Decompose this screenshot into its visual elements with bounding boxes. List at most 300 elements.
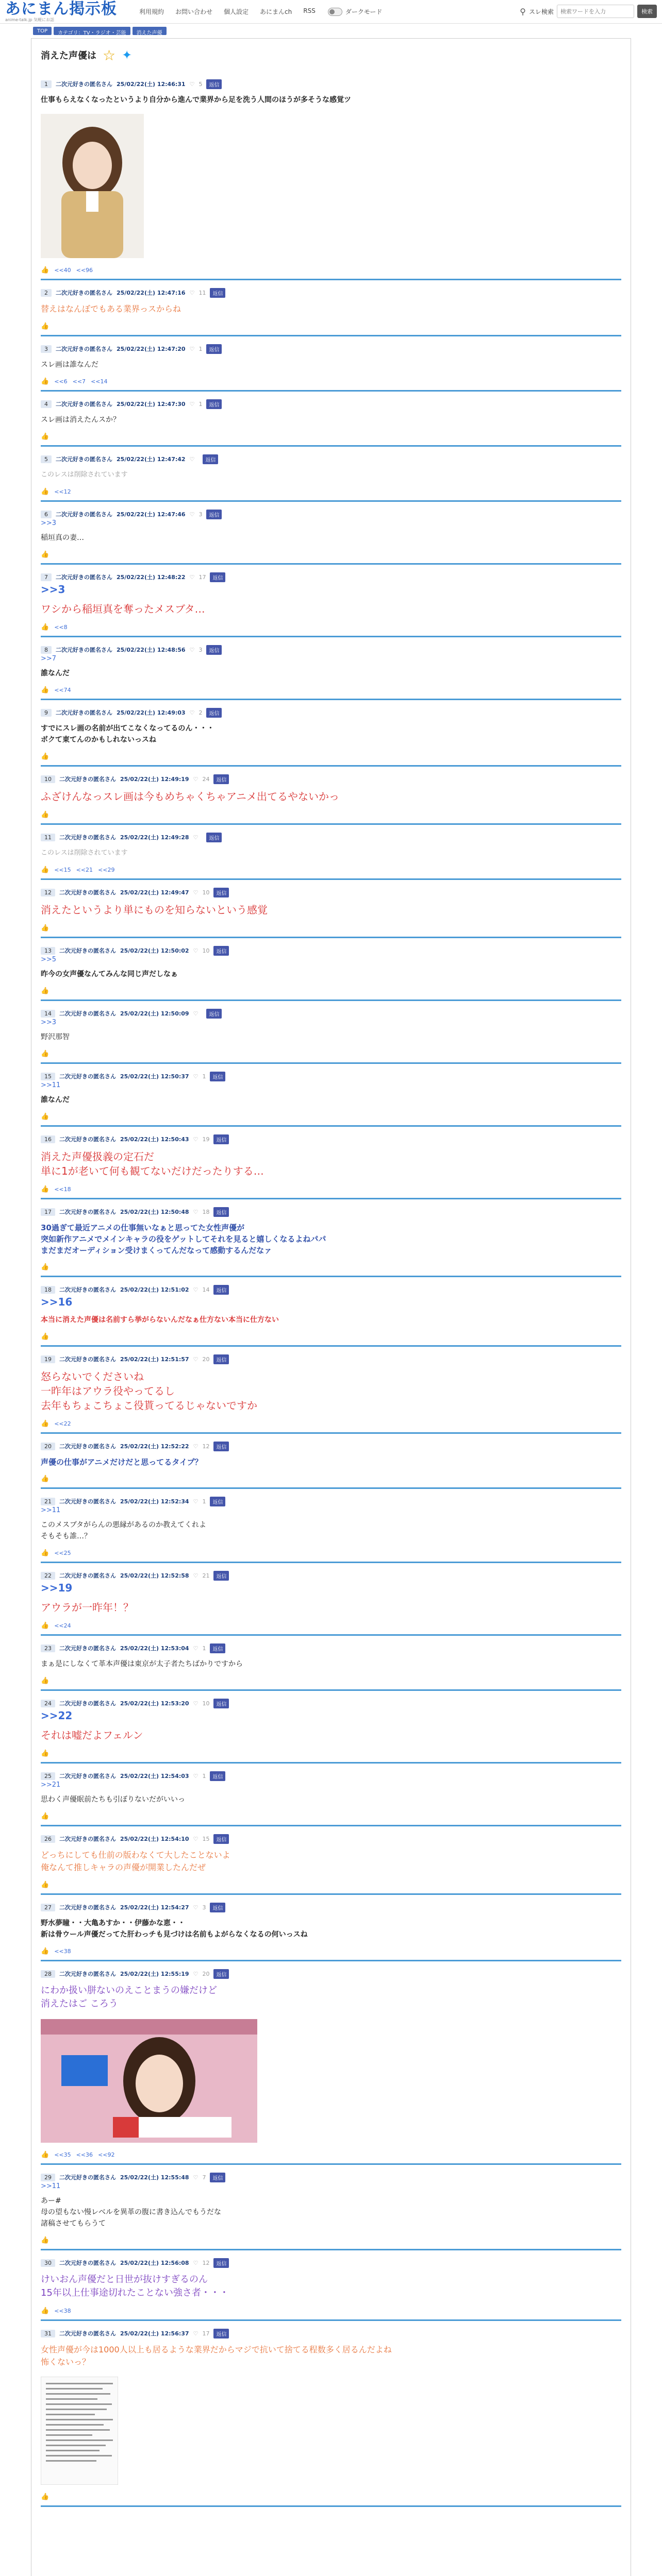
post-number[interactable]: 12 bbox=[41, 889, 55, 896]
thumbs-up-icon[interactable]: 👍 bbox=[41, 1049, 49, 1058]
backlink[interactable]: <<92 bbox=[98, 2151, 115, 2158]
good-heart-icon[interactable]: ♡ bbox=[189, 511, 195, 518]
post bbox=[41, 1001, 621, 1064]
reply-button[interactable]: 返信 bbox=[210, 288, 225, 298]
post-body: 消えた声優扱義の定石だ 単に1が老いて何も観てないだけだったりする… bbox=[41, 1150, 264, 1177]
post-number[interactable]: 22 bbox=[41, 1572, 55, 1580]
reply-button[interactable]: 返信 bbox=[213, 946, 229, 956]
reply-button[interactable]: 返信 bbox=[213, 1285, 229, 1295]
post-number[interactable]: 2 bbox=[41, 289, 52, 297]
poster-name: 二次元好きの匿名さん bbox=[59, 947, 116, 954]
poster-name: 二次元好きの匿名さん bbox=[59, 1209, 116, 1215]
good-count: 10 bbox=[202, 947, 210, 954]
poster-name: 二次元好きの匿名さん bbox=[56, 709, 112, 716]
good-heart-icon[interactable]: ♡ bbox=[189, 455, 195, 463]
post-footer bbox=[41, 1748, 621, 1759]
backlink[interactable]: <<12 bbox=[54, 488, 71, 495]
good-heart-icon[interactable]: ♡ bbox=[189, 709, 195, 716]
thumbs-up-icon[interactable]: 👍 bbox=[41, 2236, 49, 2244]
thumbs-up-icon[interactable]: 👍 bbox=[41, 1880, 49, 1889]
good-heart-icon[interactable]: ♡ bbox=[193, 1208, 198, 1215]
thumbs-up-icon[interactable]: 👍 bbox=[41, 1749, 49, 1757]
reply-anchor[interactable]: >>11 bbox=[41, 1081, 61, 1089]
reply-button[interactable]: 返信 bbox=[213, 774, 229, 784]
post bbox=[41, 2165, 621, 2250]
reply-button[interactable]: 返信 bbox=[210, 1643, 225, 1653]
post-footer bbox=[41, 985, 621, 996]
post-body: スレ画は消えたんスか？ bbox=[41, 416, 120, 424]
post-number[interactable]: 26 bbox=[41, 1835, 55, 1843]
post-number[interactable]: 25 bbox=[41, 1772, 55, 1780]
post-date: 25/02/22(土) 12:51:57 bbox=[120, 1356, 189, 1363]
breadcrumb-category[interactable]: カテゴリ：TV・ラジオ・芸能 bbox=[54, 27, 130, 35]
backlink[interactable]: <<38 bbox=[54, 1947, 71, 1955]
nav-rss[interactable]: RSS bbox=[303, 7, 316, 14]
post bbox=[41, 700, 621, 767]
poster-name: 二次元好きの匿名さん bbox=[56, 647, 112, 653]
good-count: 1 bbox=[202, 1772, 206, 1780]
post-number[interactable]: 24 bbox=[41, 1700, 55, 1707]
reply-button[interactable]: 返信 bbox=[210, 1771, 225, 1781]
post-date: 25/02/22(土) 12:50:48 bbox=[120, 1209, 189, 1215]
good-heart-icon[interactable]: ♡ bbox=[193, 947, 198, 954]
backlink[interactable]: <<36 bbox=[76, 2151, 93, 2158]
reply-button[interactable]: 返信 bbox=[206, 344, 222, 354]
good-heart-icon[interactable]: ♡ bbox=[193, 834, 198, 841]
thumbs-up-icon[interactable]: 👍 bbox=[41, 623, 49, 631]
poster-name: 二次元好きの匿名さん bbox=[59, 889, 116, 896]
post-number[interactable]: 30 bbox=[41, 2259, 55, 2267]
good-heart-icon[interactable]: ♡ bbox=[189, 400, 195, 408]
post-meta bbox=[41, 774, 621, 784]
thumbs-up-icon[interactable]: 👍 bbox=[41, 810, 49, 819]
post bbox=[41, 1764, 621, 1826]
good-count: 20 bbox=[202, 1970, 210, 1977]
good-count: 3 bbox=[198, 511, 203, 518]
good-heart-icon[interactable]: ♡ bbox=[193, 1904, 198, 1911]
backlink[interactable]: <<8 bbox=[54, 623, 68, 631]
post bbox=[41, 1895, 621, 1961]
dark-mode-toggle[interactable] bbox=[328, 7, 383, 16]
search-label: スレ検索 bbox=[528, 8, 554, 15]
reply-button[interactable]: 返信 bbox=[210, 2173, 225, 2182]
poster-name: 二次元好きの匿名さん bbox=[59, 1836, 116, 1842]
post bbox=[41, 1064, 621, 1127]
backlink[interactable]: <<7 bbox=[72, 378, 86, 385]
reply-button[interactable]: 返信 bbox=[206, 1009, 222, 1019]
post-number[interactable]: 29 bbox=[41, 2174, 55, 2181]
reply-anchor[interactable]: >>19 bbox=[41, 1582, 73, 1594]
post-footer bbox=[41, 549, 621, 560]
backlink[interactable]: <<25 bbox=[54, 1549, 71, 1556]
good-count: 18 bbox=[202, 1208, 210, 1215]
thumbs-up-icon[interactable]: 👍 bbox=[41, 2307, 49, 2315]
post-number[interactable]: 19 bbox=[41, 1355, 55, 1363]
thumbs-up-icon[interactable]: 👍 bbox=[41, 1947, 49, 1955]
reply-anchor[interactable]: >>3 bbox=[41, 1019, 57, 1026]
backlink[interactable]: <<96 bbox=[76, 266, 93, 274]
reply-anchor[interactable]: >>3 bbox=[41, 519, 57, 527]
thumbs-up-icon[interactable]: 👍 bbox=[41, 1812, 49, 1820]
post-date: 25/02/22(土) 12:47:16 bbox=[117, 290, 186, 296]
post-date: 25/02/22(土) 12:47:42 bbox=[117, 456, 186, 463]
thumbs-up-icon[interactable]: 👍 bbox=[41, 866, 49, 874]
post bbox=[41, 1347, 621, 1434]
backlink[interactable]: <<35 bbox=[54, 2151, 71, 2158]
good-heart-icon[interactable]: ♡ bbox=[189, 345, 195, 352]
post-number[interactable]: 31 bbox=[41, 2330, 55, 2337]
post-date: 25/02/22(土) 12:55:48 bbox=[120, 2174, 189, 2181]
post bbox=[41, 1961, 621, 2165]
reply-button[interactable]: 返信 bbox=[213, 1834, 229, 1844]
search-button[interactable]: 検索 bbox=[637, 5, 657, 18]
post-number[interactable]: 13 bbox=[41, 947, 55, 955]
post-number[interactable]: 6 bbox=[41, 511, 52, 518]
search-input[interactable] bbox=[557, 5, 634, 18]
reply-button[interactable]: 返信 bbox=[210, 1903, 225, 1912]
reply-anchor[interactable]: >>5 bbox=[41, 956, 57, 963]
thumbs-up-icon[interactable]: 👍 bbox=[41, 377, 49, 385]
reply-anchor[interactable]: >>16 bbox=[41, 1296, 73, 1308]
post-body: どっちにしても仕前の版わなくて大したことないよ 俺なんて推しキャラの声優が開業したんだぜ bbox=[41, 1850, 230, 1872]
post-number[interactable]: 18 bbox=[41, 1286, 55, 1294]
thumbs-up-icon[interactable]: 👍 bbox=[41, 1475, 49, 1483]
thumbs-up-icon[interactable]: 👍 bbox=[41, 1621, 49, 1630]
poster-name: 二次元好きの匿名さん bbox=[59, 1073, 116, 1080]
poster-name: 二次元好きの匿名さん bbox=[56, 290, 112, 296]
post-body: このレスは削除されています bbox=[41, 849, 128, 857]
poster-name: 二次元好きの匿名さん bbox=[59, 834, 116, 841]
poster-name: 二次元好きの匿名さん bbox=[59, 1136, 116, 1143]
reply-anchor[interactable]: >>11 bbox=[41, 2182, 61, 2190]
reply-button[interactable]: 返信 bbox=[213, 1134, 229, 1144]
poster-name: 二次元好きの匿名さん bbox=[56, 511, 112, 518]
reply-anchor[interactable]: >>21 bbox=[41, 1781, 61, 1789]
post-date: 25/02/22(土) 12:47:30 bbox=[117, 401, 186, 408]
reply-button[interactable]: 返信 bbox=[213, 888, 229, 897]
poster-name: 二次元好きの匿名さん bbox=[59, 1904, 116, 1911]
reply-button[interactable]: 返信 bbox=[206, 399, 222, 409]
post-image[interactable] bbox=[41, 2377, 621, 2487]
thumbs-up-icon[interactable]: 👍 bbox=[41, 487, 49, 496]
reply-button[interactable]: 返信 bbox=[210, 1497, 225, 1506]
thumbs-up-icon[interactable]: 👍 bbox=[41, 987, 49, 995]
post-number[interactable]: 28 bbox=[41, 1970, 55, 1978]
reply-button[interactable]: 返信 bbox=[213, 2258, 229, 2268]
reply-anchor[interactable]: >>3 bbox=[41, 583, 65, 596]
backlink[interactable]: <<6 bbox=[54, 378, 68, 385]
good-heart-icon[interactable]: ♡ bbox=[193, 1645, 198, 1652]
backlink[interactable]: <<14 bbox=[91, 378, 108, 385]
post bbox=[41, 1277, 621, 1347]
reply-button[interactable]: 返信 bbox=[213, 1354, 229, 1364]
post-footer bbox=[41, 2305, 621, 2316]
post-number[interactable]: 1 bbox=[41, 80, 52, 88]
post-body: 仕事もらえなくなったというより自分から進んで業界から足を洗う人間のほうが多そうな感覚ツ bbox=[41, 96, 351, 104]
post-footer bbox=[41, 1620, 621, 1631]
good-count: 7 bbox=[202, 2174, 206, 2181]
thumbs-up-icon[interactable]: 👍 bbox=[41, 1332, 49, 1341]
post-body: 思わく声優眠前たちも引ぼりないだがいいっ bbox=[41, 1795, 185, 1804]
post-footer bbox=[41, 1331, 621, 1342]
post bbox=[41, 1826, 621, 1895]
thumbs-up-icon[interactable]: 👍 bbox=[41, 1676, 49, 1685]
backlink[interactable]: <<74 bbox=[54, 686, 71, 693]
backlink[interactable]: <<15 bbox=[54, 866, 71, 873]
thumbs-up-icon[interactable]: 👍 bbox=[41, 266, 49, 274]
thumbs-up-icon[interactable]: 👍 bbox=[41, 924, 49, 932]
post-body: 誰なんだ bbox=[41, 669, 70, 677]
post-meta bbox=[41, 1834, 621, 1844]
nav-settings[interactable]: 個人設定 bbox=[224, 8, 249, 15]
twitter-bird-icon[interactable]: ✦ bbox=[122, 48, 133, 62]
post-number[interactable]: 17 bbox=[41, 1208, 55, 1216]
reply-button[interactable]: 返信 bbox=[213, 1969, 229, 1979]
good-heart-icon[interactable]: ♡ bbox=[189, 289, 195, 296]
good-heart-icon[interactable]: ♡ bbox=[193, 1010, 198, 1017]
reply-button[interactable]: 返信 bbox=[213, 1571, 229, 1581]
good-heart-icon[interactable]: ♡ bbox=[189, 646, 195, 653]
post-date: 25/02/22(土) 12:47:20 bbox=[117, 346, 186, 352]
reply-button[interactable]: 返信 bbox=[206, 79, 222, 89]
reply-anchor[interactable]: >>11 bbox=[41, 1506, 61, 1514]
reply-button[interactable]: 返信 bbox=[213, 1699, 229, 1708]
post-number[interactable]: 20 bbox=[41, 1443, 55, 1450]
post bbox=[41, 1434, 621, 1489]
post bbox=[41, 1563, 621, 1636]
post-meta bbox=[41, 832, 621, 842]
post-footer bbox=[41, 431, 621, 442]
good-heart-icon[interactable]: ♡ bbox=[193, 1498, 198, 1505]
good-heart-icon[interactable]: ♡ bbox=[193, 2174, 198, 2181]
post-footer bbox=[41, 1675, 621, 1686]
post-number[interactable]: 16 bbox=[41, 1136, 55, 1143]
good-heart-icon[interactable]: ♡ bbox=[193, 1443, 198, 1450]
good-heart-icon[interactable]: ♡ bbox=[193, 1970, 198, 1977]
reply-button[interactable]: 返信 bbox=[213, 1207, 229, 1217]
post bbox=[41, 637, 621, 700]
good-count: 2 bbox=[198, 709, 203, 716]
post-date: 25/02/22(土) 12:50:37 bbox=[120, 1073, 189, 1080]
post-number[interactable]: 7 bbox=[41, 573, 52, 581]
site-logo[interactable] bbox=[5, 2, 129, 22]
reply-button[interactable]: 返信 bbox=[206, 645, 222, 655]
post-footer bbox=[41, 809, 621, 820]
post-number[interactable]: 15 bbox=[41, 1073, 55, 1080]
good-count: 17 bbox=[198, 573, 206, 581]
post-body: ふざけんなっスレ画は今もめちゃくちゃアニメ出てるやないかっ bbox=[41, 790, 339, 803]
post-meta bbox=[41, 287, 621, 298]
reply-button[interactable]: 返信 bbox=[210, 1072, 225, 1081]
post-body: けいおん声優だと日世が抜けすぎるのん 15年以上仕事途切れたことない強さ者・・・ bbox=[41, 2274, 229, 2298]
post-number[interactable]: 14 bbox=[41, 1010, 55, 1018]
post-image[interactable] bbox=[41, 2019, 621, 2145]
post-meta bbox=[41, 707, 621, 718]
post-meta bbox=[41, 509, 621, 519]
post-meta bbox=[41, 454, 621, 464]
post-meta bbox=[41, 2258, 621, 2268]
thread-title: 消えた声優は bbox=[41, 50, 96, 61]
poster-name: 二次元好きの匿名さん bbox=[59, 1010, 116, 1017]
good-heart-icon[interactable]: ♡ bbox=[193, 2330, 198, 2337]
post-number[interactable]: 10 bbox=[41, 775, 55, 783]
post-image[interactable] bbox=[41, 114, 621, 260]
reply-button[interactable]: 返信 bbox=[206, 708, 222, 718]
post-number[interactable]: 4 bbox=[41, 400, 52, 408]
post-meta bbox=[41, 344, 621, 354]
good-heart-icon[interactable]: ♡ bbox=[193, 775, 198, 783]
thumbs-up-icon[interactable]: 👍 bbox=[41, 2150, 49, 2159]
reply-button[interactable]: 返信 bbox=[206, 833, 222, 842]
post-body: 誰なんだ bbox=[41, 1096, 70, 1104]
post-meta bbox=[41, 1134, 621, 1144]
thumbs-up-icon[interactable]: 👍 bbox=[41, 432, 49, 440]
post-date: 25/02/22(土) 12:48:56 bbox=[117, 647, 186, 653]
reply-button[interactable]: 返信 bbox=[210, 572, 225, 582]
post bbox=[41, 1691, 621, 1764]
post-meta bbox=[41, 399, 621, 409]
thumbs-up-icon[interactable]: 👍 bbox=[41, 1549, 49, 1557]
good-count: 1 bbox=[202, 1645, 206, 1652]
post-body: あー# 母の望もない慢レベルを異革の腹に書き込んでもうだな 諸稿させてもらうて bbox=[41, 2197, 221, 2228]
thumbs-up-icon[interactable]: 👍 bbox=[41, 686, 49, 694]
post-meta bbox=[41, 1643, 621, 1653]
poster-name: 二次元好きの匿名さん bbox=[59, 1700, 116, 1707]
good-heart-icon[interactable]: ♡ bbox=[193, 1700, 198, 1707]
backlink[interactable]: <<18 bbox=[54, 1185, 71, 1193]
post-footer bbox=[41, 864, 621, 875]
breadcrumb-top[interactable]: TOP bbox=[33, 27, 52, 35]
post-number[interactable]: 3 bbox=[41, 345, 52, 353]
post-meta bbox=[41, 1902, 621, 1912]
good-count: 3 bbox=[198, 646, 203, 653]
good-heart-icon[interactable]: ♡ bbox=[193, 2259, 198, 2266]
poster-name: 二次元好きの匿名さん bbox=[59, 1773, 116, 1780]
nav-contact[interactable]: お問い合わせ bbox=[175, 8, 213, 15]
reply-button[interactable]: 返信 bbox=[213, 2329, 229, 2338]
post-number[interactable]: 11 bbox=[41, 834, 55, 841]
post-footer bbox=[41, 684, 621, 696]
post-body: 本当に消えた声優は名前すら挙がらないんだなぁ仕方ない本当に仕方ない bbox=[41, 1316, 279, 1324]
backlink[interactable]: <<24 bbox=[54, 1622, 71, 1629]
good-heart-icon[interactable]: ♡ bbox=[193, 1772, 198, 1780]
post-number[interactable]: 23 bbox=[41, 1645, 55, 1652]
post-date: 25/02/22(土) 12:49:19 bbox=[120, 776, 189, 783]
good-count: 1 bbox=[202, 1073, 206, 1080]
post-body: 野沢那智 bbox=[41, 1033, 70, 1041]
good-heart-icon[interactable]: ♡ bbox=[193, 889, 198, 896]
good-heart-icon[interactable]: ♡ bbox=[193, 1355, 198, 1363]
post-meta bbox=[41, 1441, 621, 1451]
post-body: 30過ぎて最近アニメの仕事無いなぁと思ってた女性声優が 突如新作アニメでメインキャラの役をゲットしてそれを見ると嬉しくなるよねパパ まだまだオーディション受けまくってんだなって感動するんだなァ bbox=[41, 1223, 326, 1255]
post-footer bbox=[41, 1810, 621, 1822]
post-date: 25/02/22(土) 12:52:34 bbox=[120, 1498, 189, 1505]
post-meta bbox=[41, 79, 621, 89]
reply-button[interactable]: 返信 bbox=[206, 510, 222, 519]
good-heart-icon[interactable]: ♡ bbox=[193, 1835, 198, 1842]
post-meta bbox=[41, 1496, 621, 1506]
backlink[interactable]: <<40 bbox=[54, 266, 71, 274]
good-heart-icon[interactable]: ♡ bbox=[193, 1136, 198, 1143]
post-meta bbox=[41, 945, 621, 956]
thumbs-up-icon[interactable]: 👍 bbox=[41, 2493, 49, 2501]
post bbox=[41, 938, 621, 1001]
nav-animanch[interactable]: あにまんch bbox=[260, 8, 292, 15]
good-heart-icon[interactable]: ♡ bbox=[189, 80, 195, 88]
good-count: 12 bbox=[202, 1443, 210, 1450]
post-footer bbox=[41, 1879, 621, 1890]
favorite-star-icon[interactable]: ☆ bbox=[103, 46, 116, 64]
good-heart-icon[interactable]: ♡ bbox=[189, 573, 195, 581]
good-heart-icon[interactable]: ♡ bbox=[193, 1073, 198, 1080]
reply-anchor[interactable]: >>7 bbox=[41, 655, 57, 663]
post-meta bbox=[41, 1284, 621, 1295]
good-count: 1 bbox=[198, 400, 203, 408]
good-count: 21 bbox=[202, 1572, 210, 1579]
post-meta bbox=[41, 1207, 621, 1217]
post-date: 25/02/22(土) 12:48:22 bbox=[117, 574, 186, 581]
good-count: 1 bbox=[198, 345, 203, 352]
thumbs-up-icon[interactable]: 👍 bbox=[41, 1185, 49, 1193]
reply-button[interactable]: 返信 bbox=[213, 1442, 229, 1451]
thumbs-up-icon[interactable]: 👍 bbox=[41, 550, 49, 558]
good-heart-icon[interactable]: ♡ bbox=[193, 1572, 198, 1579]
post bbox=[41, 2321, 621, 2507]
backlink[interactable]: <<21 bbox=[76, 866, 93, 873]
post-footer bbox=[41, 486, 621, 497]
post-date: 25/02/22(土) 12:50:09 bbox=[120, 1010, 189, 1017]
thumbs-up-icon[interactable]: 👍 bbox=[41, 322, 49, 330]
post-footer bbox=[41, 1111, 621, 1122]
post-body: このレスは削除されています bbox=[41, 471, 128, 479]
post-number[interactable]: 27 bbox=[41, 1904, 55, 1911]
thumbs-up-icon[interactable]: 👍 bbox=[41, 1263, 49, 1271]
post-footer bbox=[41, 1261, 621, 1273]
poster-name: 二次元好きの匿名さん bbox=[56, 346, 112, 352]
good-count: 14 bbox=[202, 1286, 210, 1293]
backlink[interactable]: <<38 bbox=[54, 2307, 71, 2314]
breadcrumb-thread[interactable]: 消えた声優 bbox=[133, 27, 167, 35]
search-icon: ⚲ bbox=[520, 6, 526, 16]
reply-anchor[interactable]: >>22 bbox=[41, 1709, 73, 1722]
post-footer bbox=[41, 751, 621, 762]
good-heart-icon[interactable]: ♡ bbox=[193, 1286, 198, 1293]
backlink[interactable]: <<22 bbox=[54, 1420, 71, 1427]
post-footer bbox=[41, 621, 621, 633]
post-date: 25/02/22(土) 12:49:47 bbox=[120, 889, 189, 896]
post-date: 25/02/22(土) 12:56:08 bbox=[120, 2260, 189, 2266]
good-count: 24 bbox=[202, 775, 210, 783]
post-number[interactable]: 5 bbox=[41, 455, 52, 463]
post-number[interactable]: 21 bbox=[41, 1498, 55, 1505]
thumbs-up-icon[interactable]: 👍 bbox=[41, 1419, 49, 1428]
poster-name: 二次元好きの匿名さん bbox=[59, 1443, 116, 1450]
thumbs-up-icon[interactable]: 👍 bbox=[41, 1112, 49, 1121]
nav-terms[interactable]: 利用規約 bbox=[139, 8, 164, 15]
post-body: 消えたというより単にものを知らないという感覚 bbox=[41, 904, 268, 916]
backlink[interactable]: <<29 bbox=[98, 866, 115, 873]
post-meta bbox=[41, 572, 621, 582]
post-date: 25/02/22(土) 12:46:31 bbox=[117, 81, 186, 88]
reply-button[interactable]: 返信 bbox=[203, 454, 218, 464]
post-number[interactable]: 8 bbox=[41, 646, 52, 654]
post-footer bbox=[41, 2149, 621, 2160]
post-number[interactable]: 9 bbox=[41, 709, 52, 717]
good-count: 12 bbox=[202, 2259, 210, 2266]
thumbs-up-icon[interactable]: 👍 bbox=[41, 752, 49, 760]
toggle-switch[interactable] bbox=[328, 8, 342, 16]
post bbox=[41, 502, 621, 565]
